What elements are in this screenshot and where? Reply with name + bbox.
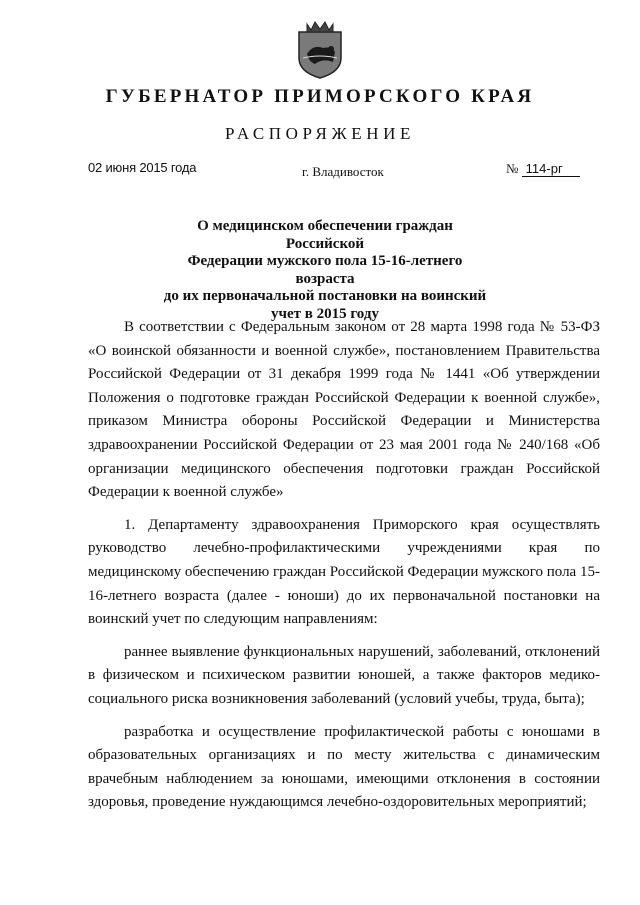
paragraph-direction-1: раннее выявление функциональных нарушений, заболеваний, отклонений в физическом и психическом развитии юношей, а также факторов медико-социального риска возникновения заболеваний (условий учебы, труда, быта); [88, 643, 600, 707]
paragraph-preamble: В соответствии с Федеральным законом от 28 марта 1998 года № 53-ФЗ «О воинской обязанности и военной службе», постановлением Правительства Российской Федерации от 31 декабря 1999 года № 1441 «Об утверждении Положения о подготовке граждан Российской Федерации к военной службе», приказом Министра обороны Российской Федерации и Министерства здравоохранении Российской Федерации от 23 мая 2001 года № 240/168 «Об организации медицинского обеспечения подготовки граждан Российской Федерации к военной службе» [88, 319, 600, 501]
document-number [506, 161, 580, 177]
document-type: РАСПОРЯЖЕНИЕ [224, 124, 416, 143]
document-title [160, 218, 490, 323]
title-line: О медицинском обеспечении граждан Российской [197, 218, 453, 252]
number-sign: № [506, 161, 519, 176]
document-date: 02 июня 2015 года [88, 160, 197, 175]
coat-of-arms-icon [293, 18, 347, 80]
document-body [88, 316, 600, 820]
issuing-authority: ГУБЕРНАТОР ПРИМОРСКОГО КРАЯ [105, 86, 535, 107]
title-line: до их первоначальной постановки на воинский [163, 288, 487, 304]
number-value: 114-рг [522, 161, 580, 177]
paragraph-item-1: 1. Департаменту здравоохранения Приморского края осуществлять руководство лечебно-профилактическими учреждениями края по медицинскому обеспечению граждан Российской Федерации мужского пола 15-16-летнего возраста (далее - юноши) до их первоначальной постановки на воинский учет по следующим направлениям: [88, 516, 600, 628]
title-line: Федерации мужского пола 15-16-летнего возраста [187, 253, 463, 287]
document-city: г. Владивосток [302, 164, 384, 179]
title-line: учет в 2015 году [271, 305, 379, 322]
paragraph-direction-2: разработка и осуществление профилактической работы с юношами в образовательных организациях и по месту жительства с динамическим врачебным наблюдением за юношами, имеющими отклонения в состоянии здоровья, проведение нуждающимся лечебно-оздоровительных мероприятий; [88, 723, 600, 811]
